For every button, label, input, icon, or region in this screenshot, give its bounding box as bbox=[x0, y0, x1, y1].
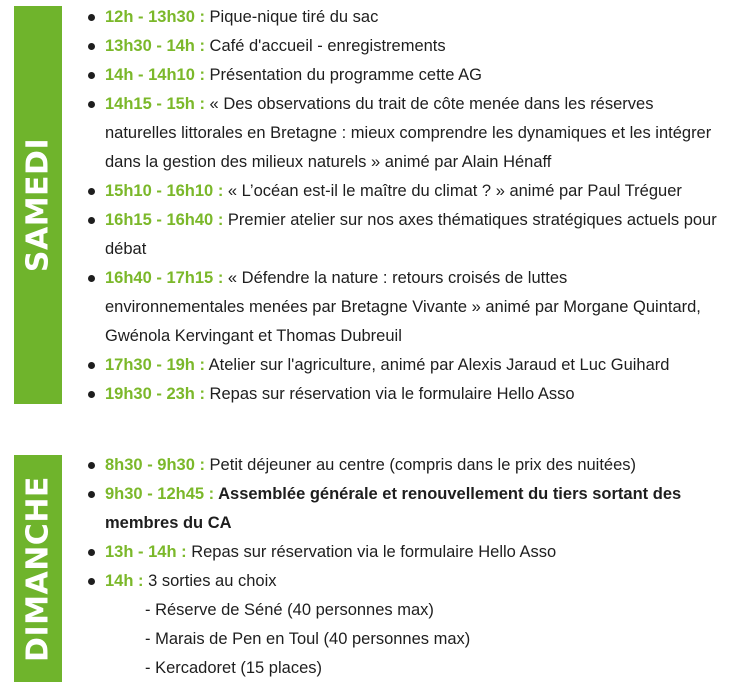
bullet-icon bbox=[88, 362, 95, 369]
sunday-banner bbox=[14, 455, 62, 682]
bullet-icon bbox=[88, 72, 95, 79]
bullet-icon bbox=[88, 462, 95, 469]
bullet-icon bbox=[88, 275, 95, 282]
bullet-icon bbox=[88, 549, 95, 556]
schedule-item: 8h30 - 9h30 : Petit déjeuner au centre (compris dans le prix des nuitées) bbox=[86, 451, 735, 480]
schedule-item: 9h30 - 12h45 : Assemblée générale et renouvellement du tiers sortant des membres du CA bbox=[86, 480, 725, 538]
bullet-icon bbox=[88, 391, 95, 398]
schedule-item: 14h : 3 sorties au choix - Réserve de Séné (40 personnes max) - Marais de Pen en Toul (40 personnes max) - Kercadoret (15 places) bbox=[86, 567, 735, 683]
schedule-item: 17h30 - 19h : Atelier sur l'agriculture, animé par Alexis Jaraud et Luc Guihard bbox=[86, 351, 735, 380]
bullet-icon bbox=[88, 14, 95, 21]
bullet-icon bbox=[88, 43, 95, 50]
schedule-item: 14h - 14h10 : Présentation du programme cette AG bbox=[86, 61, 715, 90]
schedule-item: 19h30 - 23h : Repas sur réservation via le formulaire Hello Asso bbox=[86, 380, 735, 409]
saturday-banner bbox=[14, 6, 62, 404]
schedule-item: 12h - 13h30 : Pique-nique tiré du sac bbox=[86, 3, 715, 32]
schedule-item: 13h30 - 14h : Café d'accueil - enregistrements bbox=[86, 32, 715, 61]
bullet-icon bbox=[88, 578, 95, 585]
outing-option: - Marais de Pen en Toul (40 personnes max) bbox=[145, 630, 471, 648]
schedule-item: 16h15 - 16h40 : Premier atelier sur nos axes thématiques stratégiques actuels pour débat bbox=[86, 206, 735, 264]
saturday-label: SAMEDI bbox=[20, 137, 56, 273]
saturday-schedule bbox=[86, 3, 735, 409]
bullet-icon bbox=[88, 188, 95, 195]
outing-option: - Kercadoret (15 places) bbox=[145, 659, 322, 677]
sunday-schedule bbox=[86, 451, 735, 683]
sunday-label: DIMANCHE bbox=[20, 475, 56, 662]
bullet-icon bbox=[88, 491, 95, 498]
schedule-item: 13h - 14h : Repas sur réservation via le formulaire Hello Asso bbox=[86, 538, 735, 567]
bullet-icon bbox=[88, 101, 95, 108]
schedule-item: 15h10 - 16h10 : « L’océan est-il le maître du climat ? » animé par Paul Tréguer bbox=[86, 177, 735, 206]
outing-option: - Réserve de Séné (40 personnes max) bbox=[145, 601, 434, 619]
bullet-icon bbox=[88, 217, 95, 224]
schedule-item: 14h15 - 15h : « Des observations du trait de côte menée dans les réserves naturelles littorales en Bretagne : mieux comprendre les dynamiques et les intégrer dans la gestion des milieux naturels » animé par Alain Hénaff bbox=[86, 90, 715, 177]
schedule-item: 16h40 - 17h15 : « Défendre la nature : retours croisés de luttes environnementales menées par Bretagne Vivante » animé par Morgane Quintard, Gwénola Kervingant et Thomas Dubreuil bbox=[86, 264, 705, 351]
